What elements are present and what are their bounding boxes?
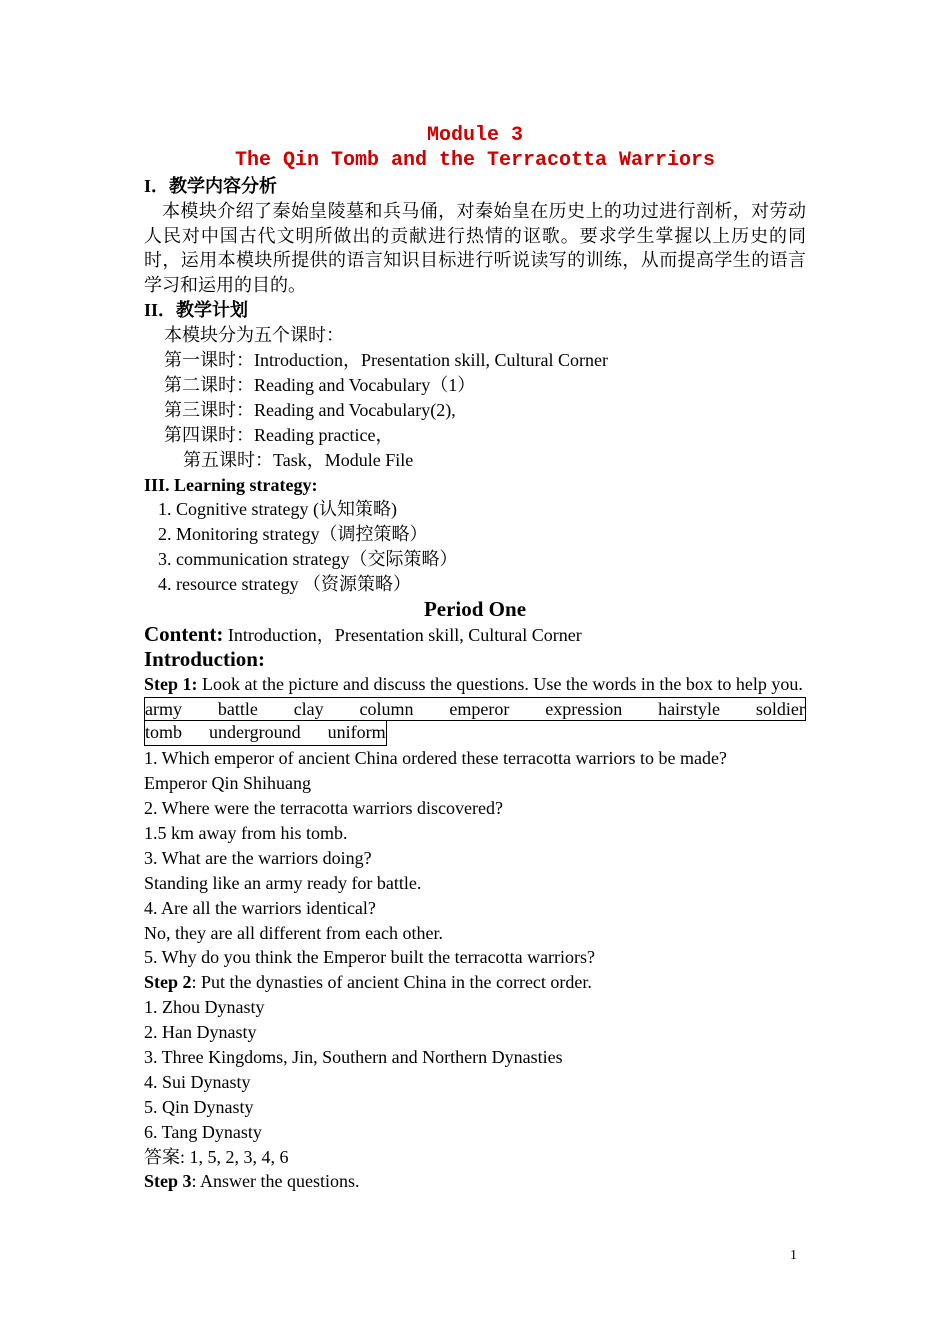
- word-item: column: [359, 698, 414, 719]
- word-box-row2: [144, 721, 387, 746]
- dynasty-item: 2. Han Dynasty: [144, 1022, 257, 1043]
- word-item: uniform: [327, 722, 386, 743]
- strategy-item: 4. resource strategy （资源策略）: [158, 574, 411, 595]
- content-line: [144, 622, 806, 647]
- word-item: clay: [293, 698, 324, 719]
- word-item: expression: [545, 698, 623, 719]
- lesson-item: 第五课时：Task，Module File: [183, 449, 414, 470]
- word-item: tomb: [145, 722, 183, 743]
- section-heading-strategy: III. Learning strategy:: [144, 474, 318, 495]
- answer-line: Emperor Qin Shihuang: [144, 773, 311, 794]
- step3-text: : Answer the questions.: [191, 1171, 360, 1192]
- answer-line: 1.5 km away from his tomb.: [144, 823, 348, 844]
- step2-text: : Put the dynasties of ancient China in the correct order.: [191, 972, 592, 993]
- content-label: Content:: [144, 621, 224, 646]
- word-item: battle: [217, 698, 258, 719]
- strategy-item: 2. Monitoring strategy（调控策略）: [158, 524, 428, 545]
- step1-text: Look at the picture and discuss the questions. Use the words in the box to help you.: [197, 673, 803, 694]
- question-line: 1. Which emperor of ancient China ordered these terracotta warriors to be made?: [144, 748, 727, 769]
- question-line: 5. Why do you think the Emperor built the terracotta warriors?: [144, 947, 596, 968]
- dynasty-item: 5. Qin Dynasty: [144, 1096, 254, 1117]
- module-title: Module 3: [426, 124, 523, 147]
- plan-intro: 本模块分为五个课时：: [164, 325, 344, 346]
- word-box-row1: [144, 697, 806, 722]
- step3-label: Step 3: [144, 1171, 192, 1192]
- strategy-item: 1. Cognitive strategy (认知策略): [158, 499, 397, 520]
- step1-instruction: [144, 672, 806, 697]
- introduction-heading: Introduction:: [144, 646, 265, 671]
- step2-instruction: [144, 970, 806, 995]
- dynasty-item: 6. Tang Dynasty: [144, 1121, 262, 1142]
- dynasty-item: 4. Sui Dynasty: [144, 1071, 251, 1092]
- word-item: underground: [209, 722, 301, 743]
- dynasty-item: 3. Three Kingdoms, Jin, Southern and Northern Dynasties: [144, 1047, 563, 1068]
- step3-instruction: [144, 1169, 806, 1194]
- lesson-item: 第四课时：Reading practice，: [164, 424, 394, 445]
- step1-label: Step 1:: [144, 673, 198, 694]
- answer-line: Standing like an army ready for battle.: [144, 872, 422, 893]
- dynasty-item: 1. Zhou Dynasty: [144, 997, 265, 1018]
- question-line: 3. What are the warriors doing?: [144, 847, 372, 868]
- analysis-paragraph: 本模块介绍了秦始皇陵墓和兵马俑，对秦始皇在历史上的功过进行剖析，对劳动人民对中国古代文明所做出的贡献进行热情的讴歌。要求学生掌握以上历史的同时，运用本模块所提供的语言知识目标进行听说读写的训练，从而提高学生的语言学习和运用的目的。: [144, 200, 806, 296]
- section-heading-plan: II．教学计划: [144, 300, 249, 321]
- answer-key: 答案: 1, 5, 2, 3, 4, 6: [144, 1146, 289, 1167]
- module-subtitle: The Qin Tomb and the Terracotta Warriors: [234, 148, 716, 172]
- word-item: army: [145, 698, 182, 719]
- lesson-item: 第一课时：Introduction，Presentation skill, Cultural Corner: [164, 350, 608, 371]
- lesson-item: 第三课时：Reading and Vocabulary(2),: [164, 399, 456, 420]
- question-line: 4. Are all the warriors identical?: [144, 897, 376, 918]
- section-heading-analysis: I．教学内容分析: [144, 175, 278, 196]
- period-heading: Period One: [423, 596, 527, 621]
- word-item: hairstyle: [658, 698, 721, 719]
- strategy-item: 3. communication strategy（交际策略）: [158, 549, 458, 570]
- question-line: 2. Where were the terracotta warriors discovered?: [144, 798, 503, 819]
- step2-label: Step 2: [144, 972, 192, 993]
- document-page: [144, 124, 806, 1194]
- answer-line: No, they are all different from each other.: [144, 922, 444, 943]
- page-number: 1: [790, 1248, 797, 1263]
- word-item: soldier: [755, 698, 805, 719]
- content-text: Introduction，Presentation skill, Cultural Corner: [223, 624, 582, 645]
- word-item: emperor: [449, 698, 510, 719]
- lesson-item: 第二课时：Reading and Vocabulary（1）: [164, 374, 476, 395]
